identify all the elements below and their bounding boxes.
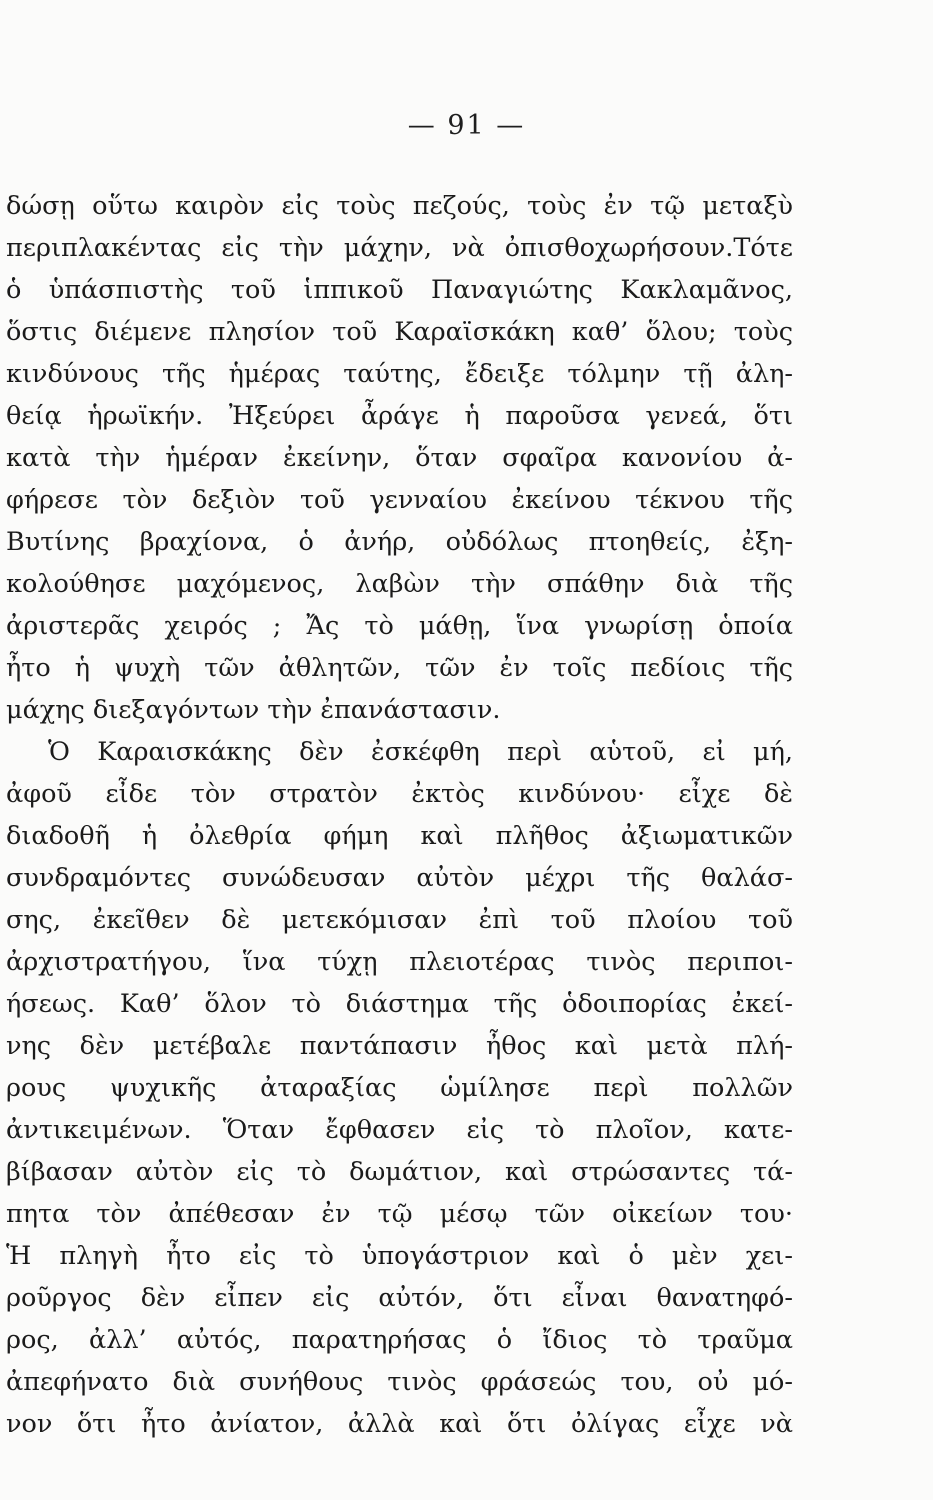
text-line: σης, ἐκεῖθεν δὲ μετεκόμισαν ἐπὶ τοῦ πλοίου τοῦ — [6, 905, 793, 935]
text-line: Βυτίνης βραχίονα, ὁ ἀνήρ, οὐδόλως πτοηθείς, ἐξη- — [6, 527, 793, 557]
text-line: Ἡ πληγὴ ἦτο εἰς τὸ ὑπογάστριον καὶ ὁ μὲν χει- — [6, 1241, 793, 1271]
text-line: ὁ ὑπάσπιστὴς τοῦ ἱππικοῦ Παναγιώτης Κακλαμᾶνος, — [6, 275, 793, 305]
text-line: ρους ψυχικῆς ἀταραξίας ὡμίλησε περὶ πολλῶν — [6, 1073, 793, 1103]
paragraph-start-line: Ὁ Καραισκάκης δὲν ἐσκέφθη περὶ αὑτοῦ, εἰ μή, — [48, 737, 793, 767]
text-line: ἦτο ἡ ψυχὴ τῶν ἀθλητῶν, τῶν ἐν τοῖς πεδίοις τῆς — [6, 653, 793, 683]
text-line: συνδραμόντες συνώδευσαν αὐτὸν μέχρι τῆς θαλάσ- — [6, 863, 793, 893]
text-line: ροῦργος δὲν εἶπεν εἰς αὐτόν, ὅτι εἶναι θανατηφό- — [6, 1283, 793, 1313]
text-line: φήρεσε τὸν δεξιὸν τοῦ γενναίου ἐκείνου τέκνου τῆς — [6, 485, 793, 515]
text-line: ἀριστερᾶς χειρός ; Ἄς τὸ μάθῃ, ἵνα γνωρίσῃ ὁποία — [6, 611, 793, 641]
text-line: διαδοθῆ ἡ ὀλεθρία φήμη καὶ πλῆθος ἀξιωματικῶν — [6, 821, 793, 851]
text-line: ἀρχιστρατήγου, ἵνα τύχῃ πλειοτέρας τινὸς περιποι- — [6, 947, 793, 977]
text-line: μάχης διεξαγόντων τὴν ἐπανάστασιν. — [6, 695, 501, 725]
text-line: ήσεως. Καθ’ ὅλον τὸ διάστημα τῆς ὁδοιπορίας ἐκεί- — [6, 989, 793, 1019]
text-line: ρος, ἀλλ’ αὐτός, παρατηρήσας ὁ ἴδιος τὸ τραῦμα — [6, 1325, 793, 1355]
text-line: θείᾳ ἡρωϊκήν. Ἠξεύρει ἆράγε ἡ παροῦσα γενεά, ὅτι — [6, 401, 793, 431]
text-line: πητα τὸν ἀπέθεσαν ἐν τῷ μέσῳ τῶν οἰκείων του· — [6, 1199, 793, 1229]
page-number: — 91 — — [407, 110, 526, 141]
text-line: ἀπεφήνατο διὰ συνήθους τινὸς φράσεώς του, οὐ μό- — [6, 1367, 793, 1397]
text-line: ἀντικειμένων. Ὅταν ἔφθασεν εἰς τὸ πλοῖον, κατε- — [6, 1115, 793, 1145]
text-line: κατὰ τὴν ἡμέραν ἐκείνην, ὅταν σφαῖρα κανονίου ἀ- — [6, 443, 793, 473]
text-line: κολούθησε μαχόμενος, λαβὼν τὴν σπάθην διὰ τῆς — [6, 569, 793, 599]
text-line: κινδύνους τῆς ἡμέρας ταύτης, ἔδειξε τόλμην τῇ ἀλη- — [6, 359, 793, 389]
text-line: νον ὅτι ἦτο ἀνίατον, ἀλλὰ καὶ ὅτι ὀλίγας εἶχε νὰ — [6, 1409, 793, 1439]
text-line: ὅστις διέμενε πλησίον τοῦ Καραϊσκάκη καθ’ ὅλου; τοὺς — [6, 317, 793, 347]
text-line: δώσῃ οὕτω καιρὸν εἰς τοὺς πεζούς, τοὺς ἐν τῷ μεταξὺ — [6, 191, 793, 221]
text-line: βίβασαν αὐτὸν εἰς τὸ δωμάτιον, καὶ στρώσαντες τά- — [6, 1157, 793, 1187]
text-line: περιπλακέντας εἰς τὴν μάχην, νὰ ὀπισθοχωρήσουν.Τότε — [6, 233, 793, 263]
text-line: ἀφοῦ εἶδε τὸν στρατὸν ἐκτὸς κινδύνου· εἶχε δὲ — [6, 779, 793, 809]
text-line: νης δὲν μετέβαλε παντάπασιν ἦθος καὶ μετὰ πλή- — [6, 1031, 793, 1061]
